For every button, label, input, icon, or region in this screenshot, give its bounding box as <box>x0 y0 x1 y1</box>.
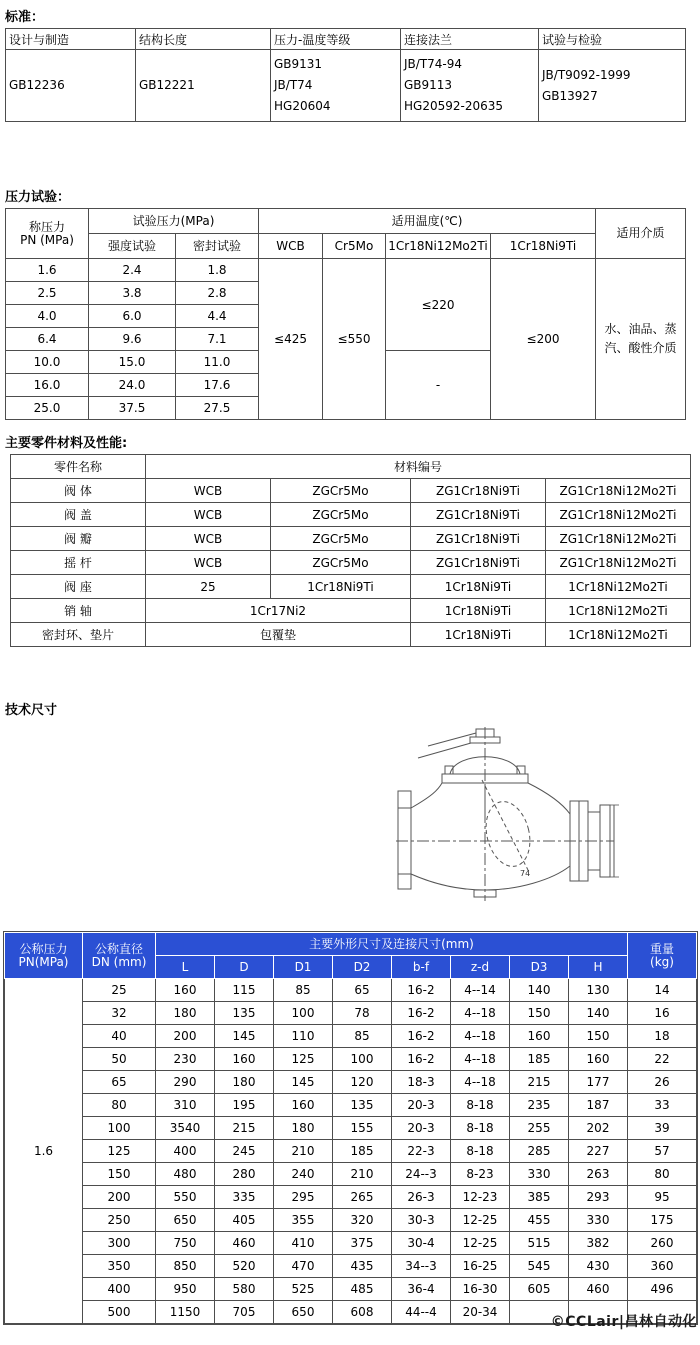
cell: ZG1Cr18Ni9Ti <box>411 527 546 551</box>
cell: 1Cr18Ni9Ti <box>411 599 546 623</box>
applicable-medium: 水、油品、蒸汽、酸性介质 <box>596 259 686 420</box>
table-row <box>6 50 686 122</box>
cell: 187 <box>569 1094 628 1117</box>
cell: ZG1Cr18Ni9Ti <box>411 479 546 503</box>
cell: 140 <box>510 979 569 1002</box>
table-row <box>5 1071 697 1094</box>
material-col-header: 1Cr18Ni12Mo2Ti <box>386 234 491 259</box>
cell: 27.5 <box>176 397 259 420</box>
cell: 295 <box>274 1186 333 1209</box>
cell: 16-2 <box>392 1002 451 1025</box>
cell: 12-25 <box>451 1209 510 1232</box>
cell: 210 <box>333 1163 392 1186</box>
cell: 200 <box>156 1025 215 1048</box>
cell: 330 <box>569 1209 628 1232</box>
cell: 18-3 <box>392 1071 451 1094</box>
cell: 160 <box>156 979 215 1002</box>
cell: 33 <box>628 1094 697 1117</box>
cell: WCB <box>146 551 271 575</box>
cell: 385 <box>510 1186 569 1209</box>
cell: ZG1Cr18Ni12Mo2Ti <box>546 479 691 503</box>
cell: 26-3 <box>392 1186 451 1209</box>
cell: 240 <box>274 1163 333 1186</box>
cell: 20-3 <box>392 1117 451 1140</box>
standard-line: JB/T74-94 <box>404 57 463 71</box>
cell: 850 <box>156 1255 215 1278</box>
pressure-test-title: 压力试验： <box>5 190 71 205</box>
cell: 44--4 <box>392 1301 451 1324</box>
cell: 115 <box>215 979 274 1002</box>
cell: 130 <box>569 979 628 1002</box>
cell: 24.0 <box>89 374 176 397</box>
standard-line: JB/T74 <box>274 78 313 92</box>
cell: 515 <box>510 1232 569 1255</box>
cell: 4.4 <box>176 305 259 328</box>
dimension-label: 74 <box>520 869 531 878</box>
cell: 135 <box>333 1094 392 1117</box>
cell: 11.0 <box>176 351 259 374</box>
cell: 195 <box>215 1094 274 1117</box>
cell: 150 <box>569 1025 628 1048</box>
dim-col-header: b-f <box>392 956 451 979</box>
cell: 1Cr18Ni12Mo2Ti <box>546 623 691 647</box>
cell: 202 <box>569 1117 628 1140</box>
cell: 140 <box>569 1002 628 1025</box>
table-row <box>11 623 691 647</box>
cell: 4--18 <box>451 1025 510 1048</box>
cell: 3540 <box>156 1117 215 1140</box>
cell: 435 <box>333 1255 392 1278</box>
part-name-header: 零件名称 <box>11 455 146 479</box>
table-row <box>11 575 691 599</box>
cell: 650 <box>274 1301 333 1324</box>
cell: 65 <box>83 1071 156 1094</box>
cell: ZG1Cr18Ni9Ti <box>411 551 546 575</box>
cell: 39 <box>628 1117 697 1140</box>
cell: 22-3 <box>392 1140 451 1163</box>
cell: 235 <box>510 1094 569 1117</box>
header-line: DN (mm) <box>91 954 147 969</box>
standard-line: HG20592-20635 <box>404 99 503 113</box>
cell: 400 <box>83 1278 156 1301</box>
dimensions-title: 技术尺寸 <box>5 703 58 718</box>
part-name: 阀 盖 <box>11 503 146 527</box>
cell: 18 <box>628 1025 697 1048</box>
cell-flange-standards <box>401 50 539 122</box>
cr5mo-temp-limit: ≤550 <box>323 259 386 420</box>
cell: 9.6 <box>89 328 176 351</box>
standards-title: 标准： <box>5 10 45 25</box>
cell: 405 <box>215 1209 274 1232</box>
weight-header <box>628 933 697 979</box>
cell: 50 <box>83 1048 156 1071</box>
part-name: 阀 体 <box>11 479 146 503</box>
materials-title: 主要零件材料及性能: <box>5 436 128 451</box>
cell: 16-2 <box>392 1025 451 1048</box>
standard-line: GB13927 <box>542 88 598 103</box>
cell: 180 <box>156 1002 215 1025</box>
cell: 125 <box>83 1140 156 1163</box>
cell: 215 <box>510 1071 569 1094</box>
cell: 177 <box>569 1071 628 1094</box>
table-row <box>11 551 691 575</box>
cell: 2.4 <box>89 259 176 282</box>
cell: 160 <box>510 1025 569 1048</box>
cell: 20-3 <box>392 1094 451 1117</box>
cell: 25 <box>146 575 271 599</box>
cell: 430 <box>569 1255 628 1278</box>
cell: 545 <box>510 1255 569 1278</box>
cell: ZG1Cr18Ni12Mo2Ti <box>546 527 691 551</box>
cell: WCB <box>146 479 271 503</box>
cell: 200 <box>83 1186 156 1209</box>
cell: 135 <box>215 1002 274 1025</box>
material-col-header: 1Cr18Ni9Ti <box>491 234 596 259</box>
cell: 155 <box>333 1117 392 1140</box>
cell: 8-18 <box>451 1140 510 1163</box>
cell: 750 <box>156 1232 215 1255</box>
cell: 78 <box>333 1002 392 1025</box>
mo2ti-temp-limit-low: - <box>386 351 491 420</box>
temperature-header: 适用温度(℃) <box>259 209 596 234</box>
cell: 605 <box>510 1278 569 1301</box>
pressure-test-table <box>5 208 686 420</box>
table-row <box>5 1278 697 1301</box>
cell: 360 <box>628 1255 697 1278</box>
cell: 180 <box>215 1071 274 1094</box>
cell: 16-2 <box>392 979 451 1002</box>
table-row <box>5 1232 697 1255</box>
cell: 4--18 <box>451 1048 510 1071</box>
seal-test-header: 密封试验 <box>176 234 259 259</box>
part-name: 阀 瓣 <box>11 527 146 551</box>
cell: 6.4 <box>6 328 89 351</box>
table-header-row <box>6 29 686 50</box>
cell: 1150 <box>156 1301 215 1324</box>
cell: 1.8 <box>176 259 259 282</box>
cell: 330 <box>510 1163 569 1186</box>
cell: 125 <box>274 1048 333 1071</box>
cell: 40 <box>83 1025 156 1048</box>
cell: 36-4 <box>392 1278 451 1301</box>
cell: 180 <box>274 1117 333 1140</box>
cell: 37.5 <box>89 397 176 420</box>
table-row <box>5 1163 697 1186</box>
cell: 110 <box>274 1025 333 1048</box>
table-row <box>5 979 697 1002</box>
cell: 7.1 <box>176 328 259 351</box>
header-line: 称压力 <box>28 219 65 234</box>
cell: 230 <box>156 1048 215 1071</box>
material-col-header: Cr5Mo <box>323 234 386 259</box>
cell: 455 <box>510 1209 569 1232</box>
cell: 335 <box>215 1186 274 1209</box>
cell: ZGCr5Mo <box>271 527 411 551</box>
cell: 80 <box>83 1094 156 1117</box>
cell: 85 <box>333 1025 392 1048</box>
material-col-header: WCB <box>259 234 323 259</box>
cell: 263 <box>569 1163 628 1186</box>
col-header: 结构长度 <box>136 29 271 50</box>
cell: 300 <box>83 1232 156 1255</box>
cell: 480 <box>156 1163 215 1186</box>
cell: 350 <box>83 1255 156 1278</box>
cell: 16.0 <box>6 374 89 397</box>
mo2ti-temp-limit: ≤220 <box>386 259 491 351</box>
cell: 215 <box>215 1117 274 1140</box>
cell: 1Cr18Ni12Mo2Ti <box>546 599 691 623</box>
cell: 30-4 <box>392 1232 451 1255</box>
pn-header <box>6 209 89 259</box>
cell: 250 <box>83 1209 156 1232</box>
cell: 100 <box>274 1002 333 1025</box>
part-name: 阀 座 <box>11 575 146 599</box>
valve-schematic <box>390 724 622 906</box>
table-row <box>11 479 691 503</box>
standard-line: HG20604 <box>274 99 331 113</box>
table-row <box>11 527 691 551</box>
main-dimensions-header: 主要外形尺寸及连接尺寸(mm) <box>156 933 628 956</box>
cell: 1Cr18Ni9Ti <box>411 575 546 599</box>
watermark: ©CCLair|昌林自动化 <box>550 1314 697 1330</box>
header-line: PN (MPa) <box>20 232 74 247</box>
cell: 310 <box>156 1094 215 1117</box>
cell: 8-23 <box>451 1163 510 1186</box>
cell: 20-34 <box>451 1301 510 1324</box>
cell: 145 <box>215 1025 274 1048</box>
pn-header <box>5 933 83 979</box>
cell: 1Cr18Ni9Ti <box>271 575 411 599</box>
cell: 410 <box>274 1232 333 1255</box>
part-name: 密封环、垫片 <box>11 623 146 647</box>
cell: 210 <box>274 1140 333 1163</box>
cell-length-standard: GB12221 <box>136 50 271 122</box>
cell: 8-18 <box>451 1094 510 1117</box>
table-row <box>11 503 691 527</box>
cell: 608 <box>333 1301 392 1324</box>
cell-design-standard: GB12236 <box>6 50 136 122</box>
cell: 30-3 <box>392 1209 451 1232</box>
header-line: (kg) <box>650 954 674 969</box>
ni9ti-temp-limit: ≤200 <box>491 259 596 420</box>
cell: 525 <box>274 1278 333 1301</box>
cell: WCB <box>146 503 271 527</box>
table-row <box>5 1117 697 1140</box>
cell: 285 <box>510 1140 569 1163</box>
cell: 4--18 <box>451 1071 510 1094</box>
col-header: 压力-温度等级 <box>271 29 401 50</box>
cell: 57 <box>628 1140 697 1163</box>
cell: 265 <box>333 1186 392 1209</box>
header-line: PN(MPa) <box>18 954 69 969</box>
wcb-temp-limit: ≤425 <box>259 259 323 420</box>
table-row <box>5 1140 697 1163</box>
cell: 580 <box>215 1278 274 1301</box>
pn-value: 1.6 <box>5 979 83 1324</box>
dim-col-header: D <box>215 956 274 979</box>
cell: 26 <box>628 1071 697 1094</box>
table-row <box>5 1048 697 1071</box>
cell: 185 <box>510 1048 569 1071</box>
materials-table <box>10 454 691 647</box>
cell: 25.0 <box>6 397 89 420</box>
cell: ZGCr5Mo <box>271 503 411 527</box>
cell: 15.0 <box>89 351 176 374</box>
dim-col-header: L <box>156 956 215 979</box>
cell: ZG1Cr18Ni9Ti <box>411 503 546 527</box>
cell: 150 <box>510 1002 569 1025</box>
cell: 2.5 <box>6 282 89 305</box>
cell: 16-30 <box>451 1278 510 1301</box>
cell: 14 <box>628 979 697 1002</box>
standard-line: GB9113 <box>404 78 453 92</box>
table-row <box>5 1025 697 1048</box>
col-header: 试验与检验 <box>539 29 686 50</box>
cell-inspection-standards <box>539 50 686 122</box>
cell: 160 <box>215 1048 274 1071</box>
cell: 320 <box>333 1209 392 1232</box>
cell: 4--18 <box>451 1002 510 1025</box>
cell: 16 <box>628 1002 697 1025</box>
cell: 290 <box>156 1071 215 1094</box>
header-line: 重量 <box>649 941 674 956</box>
cell: 120 <box>333 1071 392 1094</box>
cell: 4.0 <box>6 305 89 328</box>
material-code-header: 材料编号 <box>146 455 691 479</box>
dim-col-header: H <box>569 956 628 979</box>
cell: 160 <box>274 1094 333 1117</box>
table-row <box>5 1094 697 1117</box>
cell: 1Cr18Ni12Mo2Ti <box>546 575 691 599</box>
cell: 550 <box>156 1186 215 1209</box>
cell: 95 <box>628 1186 697 1209</box>
cell: 280 <box>215 1163 274 1186</box>
cell: 包覆垫 <box>146 623 411 647</box>
cell: 2.8 <box>176 282 259 305</box>
col-header: 设计与制造 <box>6 29 136 50</box>
cell: 355 <box>274 1209 333 1232</box>
cell: 460 <box>215 1232 274 1255</box>
cell: 3.8 <box>89 282 176 305</box>
medium-header: 适用介质 <box>596 209 686 259</box>
cell: 1Cr17Ni2 <box>146 599 411 623</box>
cell: 260 <box>628 1232 697 1255</box>
cell: 485 <box>333 1278 392 1301</box>
cell: 32 <box>83 1002 156 1025</box>
cell: ZG1Cr18Ni12Mo2Ti <box>546 551 691 575</box>
table-row <box>5 1255 697 1278</box>
cell: 175 <box>628 1209 697 1232</box>
cell: 12-23 <box>451 1186 510 1209</box>
dim-col-header: D2 <box>333 956 392 979</box>
col-header: 连接法兰 <box>401 29 539 50</box>
cell: 185 <box>333 1140 392 1163</box>
table-header-row <box>6 209 686 234</box>
cell: 24--3 <box>392 1163 451 1186</box>
cell: 160 <box>569 1048 628 1071</box>
cell: 4--14 <box>451 979 510 1002</box>
cell: ZG1Cr18Ni12Mo2Ti <box>546 503 691 527</box>
cell: 500 <box>83 1301 156 1324</box>
cell: 1Cr18Ni9Ti <box>411 623 546 647</box>
cell: 100 <box>333 1048 392 1071</box>
cell: 705 <box>215 1301 274 1324</box>
table-header-row <box>11 455 691 479</box>
cell: 460 <box>569 1278 628 1301</box>
cell: 12-25 <box>451 1232 510 1255</box>
part-name: 摇 杆 <box>11 551 146 575</box>
cell: 1.6 <box>6 259 89 282</box>
table-row <box>5 1209 697 1232</box>
cell: ZGCr5Mo <box>271 551 411 575</box>
cell: 65 <box>333 979 392 1002</box>
cell: 375 <box>333 1232 392 1255</box>
table-row <box>11 599 691 623</box>
cell: 245 <box>215 1140 274 1163</box>
cell: 100 <box>83 1117 156 1140</box>
table-header-row <box>6 234 686 259</box>
cell: 10.0 <box>6 351 89 374</box>
cell: WCB <box>146 527 271 551</box>
cell: 80 <box>628 1163 697 1186</box>
strength-test-header: 强度试验 <box>89 234 176 259</box>
cell: 17.6 <box>176 374 259 397</box>
cell: 496 <box>628 1278 697 1301</box>
cell-pt-rating-standards <box>271 50 401 122</box>
standards-table <box>5 28 686 122</box>
test-pressure-header: 试验压力(MPa) <box>89 209 259 234</box>
header-line: 公称压力 <box>19 941 68 956</box>
cell: 520 <box>215 1255 274 1278</box>
cell: 145 <box>274 1071 333 1094</box>
cell: 16-25 <box>451 1255 510 1278</box>
dim-col-header: D3 <box>510 956 569 979</box>
part-name: 销 轴 <box>11 599 146 623</box>
cell: 25 <box>83 979 156 1002</box>
cell: 255 <box>510 1117 569 1140</box>
cell: 950 <box>156 1278 215 1301</box>
cell: 6.0 <box>89 305 176 328</box>
cell: 227 <box>569 1140 628 1163</box>
header-line: 公称直径 <box>94 941 143 956</box>
cell: 650 <box>156 1209 215 1232</box>
cell: 85 <box>274 979 333 1002</box>
table-header-row <box>5 933 697 956</box>
dim-col-header: D1 <box>274 956 333 979</box>
dim-col-header: z-d <box>451 956 510 979</box>
cell: 400 <box>156 1140 215 1163</box>
cell: 382 <box>569 1232 628 1255</box>
table-row <box>6 259 686 282</box>
cell: 34--3 <box>392 1255 451 1278</box>
dn-header <box>83 933 156 979</box>
cell: ZGCr5Mo <box>271 479 411 503</box>
cell: 22 <box>628 1048 697 1071</box>
cell: 16-2 <box>392 1048 451 1071</box>
cell: 8-18 <box>451 1117 510 1140</box>
cell: 150 <box>83 1163 156 1186</box>
standard-line: GB9131 <box>274 57 323 71</box>
valve-drawing <box>390 724 622 906</box>
cell: 293 <box>569 1186 628 1209</box>
table-row <box>5 1002 697 1025</box>
dimensions-table <box>4 932 697 1324</box>
standard-line: JB/T9092-1999 <box>542 67 631 82</box>
table-row <box>5 1186 697 1209</box>
cell: 470 <box>274 1255 333 1278</box>
